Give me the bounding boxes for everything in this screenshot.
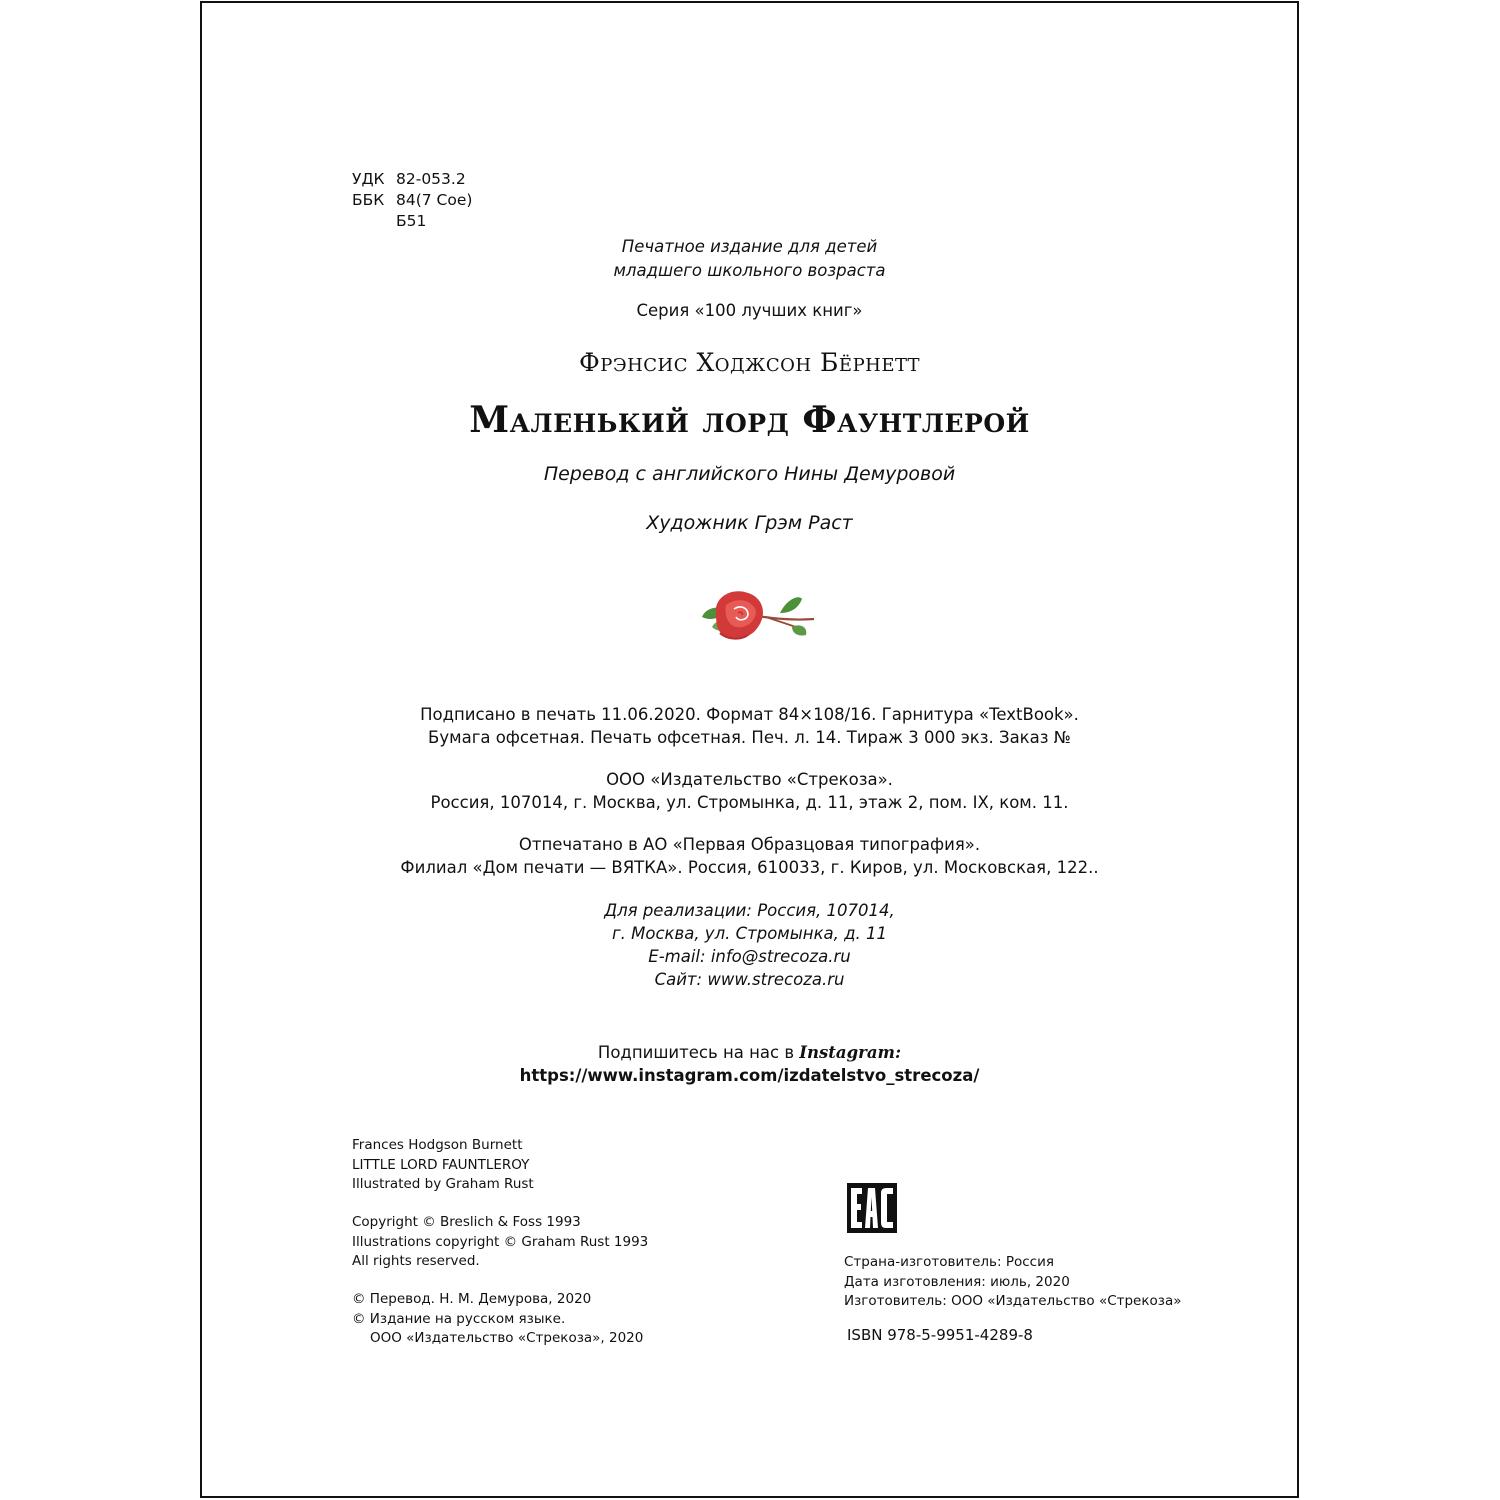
distribution-site[interactable]: Сайт: www.strecoza.ru	[654, 970, 845, 989]
distribution-line: г. Москва, ул. Стромынка, д. 11	[611, 924, 888, 943]
bbk-value: 84(7 Сое)	[396, 191, 473, 209]
print-info	[202, 703, 1297, 749]
rose-icon	[696, 583, 820, 649]
rights-line: All rights reserved.	[352, 1253, 480, 1269]
udk-label: УДК	[352, 170, 385, 188]
distribution-line: Для реализации: Россия, 107014,	[604, 901, 895, 920]
audience-line: Печатное издание для детей	[621, 237, 878, 256]
eac-mark-icon	[847, 1183, 897, 1233]
author-mark: Б51	[396, 212, 427, 230]
isbn: ISBN 978-5-9951-4289-8	[847, 1326, 1033, 1344]
distribution-info	[202, 899, 1297, 991]
udk-value: 82-053.2	[396, 170, 466, 188]
illustrations-copyright-line: Illustrations copyright © Graham Rust 1993	[352, 1233, 649, 1250]
copyright-line: Copyright © Breslich & Foss 1993	[352, 1214, 581, 1230]
series-name: Серия «100 лучших книг»	[636, 301, 863, 320]
audience-note	[202, 235, 1297, 283]
publisher-info	[202, 768, 1297, 814]
print-info-line: Подписано в печать 11.06.2020. Формат 84×108/16. Гарнитура «TextBook».	[420, 705, 1079, 724]
ru-translation-line: © Перевод. Н. М. Демурова, 2020	[352, 1291, 592, 1307]
book-title: Маленький лорд Фаунтлерой	[469, 399, 1030, 441]
translator-credit: Перевод с английского Нины Демуровой	[543, 463, 956, 485]
instagram-prompt: Подпишитесь на нас в	[597, 1043, 795, 1062]
classification-codes	[352, 169, 472, 232]
russian-copyright-block	[352, 1290, 643, 1349]
bbk-label: ББК	[352, 191, 385, 209]
manufacturer-name: Изготовитель: ООО «Издательство «Стрекоза»	[844, 1293, 1182, 1309]
printer-info	[202, 833, 1297, 879]
copyright-block	[352, 1213, 648, 1272]
imprint-page	[200, 1, 1299, 1498]
instagram-block	[202, 1041, 1297, 1087]
original-edition	[352, 1136, 534, 1195]
publisher-line: Россия, 107014, г. Москва, ул. Стромынка, д. 11, этаж 2, пом. IX, ком. 11.	[430, 793, 1069, 812]
print-info-line: Бумага офсетная. Печать офсетная. Печ. л. 14. Тираж 3 000 экз. Заказ №	[428, 728, 1071, 747]
ru-publisher-line: ООО «Издательство «Стрекоза», 2020	[370, 1330, 644, 1346]
ru-edition-line: © Издание на русском языке.	[352, 1310, 566, 1327]
manufacturing-info	[844, 1253, 1182, 1312]
original-author: Frances Hodgson Burnett	[352, 1137, 523, 1153]
distribution-email[interactable]: E-mail: info@strecoza.ru	[648, 947, 851, 966]
original-illustrator: Illustrated by Graham Rust	[352, 1176, 534, 1192]
manufacturer-country: Страна-изготовитель: Россия	[844, 1254, 1054, 1270]
printer-line: Отпечатано в АО «Первая Образцовая типография».	[518, 835, 981, 854]
instagram-link[interactable]: https://www.instagram.com/izdatelstvo_strecoza/	[519, 1066, 980, 1085]
instagram-brand: Instagram:	[799, 1043, 902, 1062]
printer-line: Филиал «Дом печати — ВЯТКА». Россия, 610033, г. Киров, ул. Московская, 122..	[400, 858, 1099, 877]
manufacture-date: Дата изготовления: июль, 2020	[844, 1273, 1070, 1290]
illustrator-credit: Художник Грэм Раст	[646, 512, 853, 534]
audience-line: младшего школьного возраста	[613, 261, 886, 280]
author-name: Фрэнсис Ходжсон Бёрнетт	[578, 348, 921, 377]
original-title: LITTLE LORD FAUNTLEROY	[352, 1156, 530, 1173]
publisher-line: ООО «Издательство «Стрекоза».	[606, 770, 893, 789]
